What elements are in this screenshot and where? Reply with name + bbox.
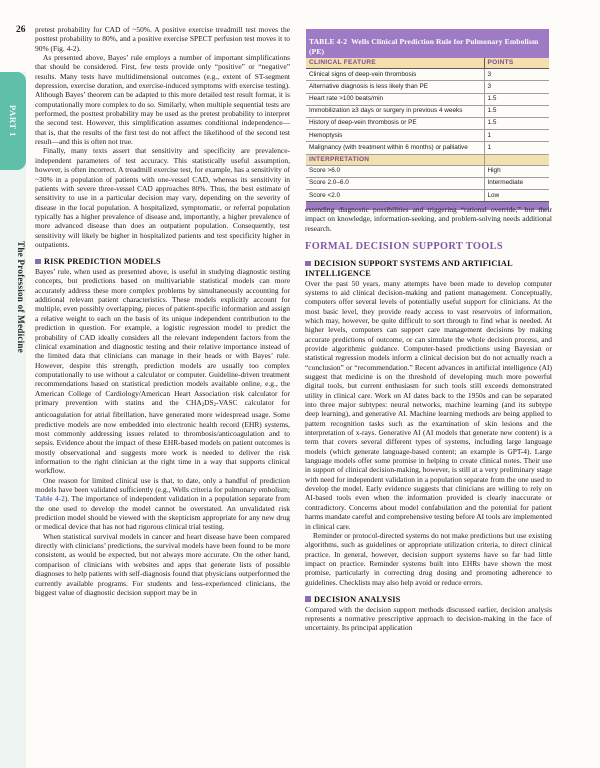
column-header-points: POINTS bbox=[484, 58, 549, 69]
column-header-clinical-feature: CLINICAL FEATURE bbox=[306, 58, 484, 69]
cell-feature: Hemoptysis bbox=[306, 130, 484, 142]
paragraph-text-a: Bayes’ rule, when used as presented above, is useful in studying diagnostic testing concepts, but predictions based on multivariable statistical models can more accurately address these more complex problems by simultaneously accounting for additional relevant patient characteristics. These models explicitly account for multiple, even possibly overlapping, pieces of patient-specific information and assign a relative weight to each on the basis of its unique independent contribution to the prediction in question. For example, a logistic regression model to predict the probability of CAD ideally considers all the relevant independent factors from the clinical examination and diagnostic testing and their relative importance instead of the limited data that clinicians can manage in their heads or with Bayes’ rule. However, despite this strength, prediction models are usually too complex computationally to use without a calculator or computer. Guideline-driven treatment recommendations based on statistical prediction models available online, e.g., the American College of Cardiology/American Heart Association risk calculator for primary prevention with statins and the CHA bbox=[35, 267, 290, 407]
table-row bbox=[306, 93, 549, 105]
subscript: 2 bbox=[213, 402, 217, 408]
table-interpretation-header-row bbox=[306, 154, 549, 165]
cell-points: 1.5 bbox=[484, 118, 549, 130]
table-row bbox=[306, 118, 549, 130]
paragraph-text-b: ). The importance of independent validation in a population separate from the one used to develop the model cannot be overstated. An unvalidated risk prediction model should be viewed with the skepticism appropriate for any new drug or medical device that has not had rigorous clinical trial testing. bbox=[35, 494, 290, 532]
cell-points: 3 bbox=[484, 69, 549, 81]
paragraph-text-a: One reason for limited clinical use is that, to date, only a handful of prediction models have been validated sufficiently (e.g., Wells criteria for pulmonary embolism; bbox=[35, 475, 290, 495]
table-number: TABLE 4-2 bbox=[309, 37, 348, 47]
square-bullet-icon bbox=[305, 596, 311, 602]
table-top-rule bbox=[306, 29, 549, 36]
cell-score: Score <2.0 bbox=[306, 190, 484, 202]
cell-score: Score 2.0–6.0 bbox=[306, 177, 484, 189]
heading-formal-decision-support-tools: FORMAL DECISION SUPPORT TOOLS bbox=[305, 241, 504, 253]
part-title: The Profession of Medicine bbox=[16, 241, 26, 353]
subscript: 2 bbox=[201, 402, 205, 408]
table-row bbox=[306, 81, 549, 93]
cell-risk: Intermediate bbox=[484, 177, 549, 189]
heading-decision-support-systems-and-ai bbox=[305, 259, 552, 278]
table-row bbox=[306, 190, 549, 202]
cell-points: 1.5 bbox=[484, 93, 549, 105]
table-row bbox=[306, 105, 549, 117]
table-row bbox=[306, 130, 549, 142]
paragraph bbox=[35, 267, 290, 476]
paragraph: As presented above, Bayes’ rule employs a number of important simplifications that should be considered. First, few tests provide only “positive” or “negative” results. Many tests have multidimensional outcomes (e.g., extent of ST-segment depression, exercise duration, and exercise-induced symptoms with exercise testing). Although Bayes’ theorem can be adapted to this more detailed test result format, it is computationally more complex to do so. Similarly, when multiple sequential tests are performed, the posttest probability may be used as the pretest probability to interpret the second test. However, this simplification assumes conditional independence—that is, that the results of the first test do not affect the likelihood of the second test result—and this is often not true. bbox=[35, 53, 290, 147]
interpretation-label: INTERPRETATION bbox=[306, 154, 484, 165]
heading-label: RISK PREDICTION MODELS bbox=[44, 257, 161, 267]
table-title: Wells Clinical Prediction Rule for Pulmonary Embolism (PE) bbox=[309, 37, 539, 56]
paragraph: pretest probability for CAD of ~50%. A positive exercise treadmill test moves the posttest probability to 80%, and a positive exercise SPECT perfusion test moves it to 90% (Fig. 4-2). bbox=[35, 25, 290, 53]
table-column-header-row bbox=[306, 58, 549, 69]
right-column bbox=[305, 205, 552, 633]
cell-points: 1.5 bbox=[484, 105, 549, 117]
cell-points: 1 bbox=[484, 130, 549, 142]
paragraph bbox=[35, 476, 290, 532]
left-column bbox=[35, 25, 290, 597]
paragraph-text-c: -VASC calculator for anticoagulation for atrial fibrillation, have generated more widespread usage. Some predictive models are now embedded into electronic health record (EHR) systems, most commonly addressing issues related to thrombosis/anticoagulation and to sepsis. Evidence about the impact of these EHR-based models on patient outcomes is mostly observational and suggests more work is needed to deliver the risk information to the right clinician at the right time in a way that supports clinical workflow. bbox=[35, 397, 290, 476]
cell-feature: Immobilization ≥3 days or surgery in previous 4 weeks bbox=[306, 105, 484, 117]
cell-feature: Malignancy (with treatment within 6 months) or palliative bbox=[306, 142, 484, 154]
table-row bbox=[306, 69, 549, 81]
cell-points: 1 bbox=[484, 142, 549, 154]
cell-risk: High bbox=[484, 165, 549, 177]
table-row bbox=[306, 142, 549, 154]
cell-points: 3 bbox=[484, 81, 549, 93]
square-bullet-icon bbox=[35, 259, 41, 265]
paragraph: extending diagnostic possibilities and triggering “rational override,” but their impact on knowledge, information-seeking, and problem-solving needs additional research. bbox=[305, 205, 552, 233]
interpretation-blank bbox=[484, 154, 549, 165]
cell-score: Score >6.0 bbox=[306, 165, 484, 177]
table-row bbox=[306, 177, 549, 189]
heading-risk-prediction-models bbox=[35, 257, 290, 266]
part-label: PART 1 bbox=[8, 104, 18, 138]
heading-decision-analysis bbox=[305, 595, 552, 604]
heading-label-line1: DECISION SUPPORT SYSTEMS AND ARTIFICIAL bbox=[314, 259, 513, 269]
cell-feature: Heart rate >100 beats/min bbox=[306, 93, 484, 105]
heading-label: DECISION ANALYSIS bbox=[314, 594, 401, 604]
page-number: 26 bbox=[16, 25, 26, 35]
cell-feature: Alternative diagnosis is less likely than PE bbox=[306, 81, 484, 93]
table-cross-reference-link[interactable]: Table 4-2 bbox=[35, 494, 65, 504]
cell-feature: Clinical signs of deep-vein thrombosis bbox=[306, 69, 484, 81]
paragraph: Reminder or protocol-directed systems do not make predictions but use existing algorithms, such as guidelines or appropriate utilization criteria, to direct clinical practice. In general, however, decision support systems have so far had little impact on practice. Reminder systems built into EHRs have shown the most promise, particularly in correcting drug dosing and promoting adherence to guidelines. Checklists may also help avoid or reduce errors. bbox=[305, 530, 552, 587]
cell-feature: History of deep-vein thrombosis or PE bbox=[306, 118, 484, 130]
heading-label-line2: INTELLIGENCE bbox=[305, 268, 371, 278]
paragraph: Over the past 50 years, many attempts have been made to develop computer systems to aid clinical decision-making and patient management. Conceptually, computers offer several levels of potentially useful support for clinicians. At the most basic level, they provide ready access to vast reservoirs of information, which may, however, be quite difficult to sort through to find what is needed. At higher levels, computers can support care management decisions by making accurate predictions of outcome, or can simulate the whole decision process, and provide algorithmic guidance. Computer-based predictions using Bayesian or statistical regression models inform a clinical decision but do not actually reach a “conclusion” or “recommendation.” Recent advances in artificial intelligence (AI) suggest that medicine is on the threshold of developing much more powerful digital tools, but current enthusiasm for such tools still exceeds demonstrated utility in clinical care. Work on AI dates back to the 1950s and can be separated into three major subtypes: neural networks, machine learning (and its subtype deep learning), and generative AI. Machine learning methods are being applied to pattern recognition tasks such as the examination of skin lesions and the interpretation of x-rays. Generative AI (AI models that generate new content) is a term that covers several different types of systems, including large language models (which generate language-based content; an example is GPT-4). Large language models offer some promise in helping to create clinical notes. Their use in support of clinical decision-making, however, is still at a very preliminary stage with need for independent validation in a population separate from the one used to develop the model. Early evidence suggests that clinicians are willing to rely on AI-based tools even when the information provided is clearly inaccurate or contradictory. Concerns about model confabulation and the potential for patient harms mandate careful and comprehensive testing before AI tools are implemented in clinical care. bbox=[305, 278, 552, 531]
table-row bbox=[306, 165, 549, 177]
table-4-2 bbox=[306, 29, 549, 210]
paragraph: Compared with the decision support methods discussed earlier, decision analysis represents a normative prescriptive approach to decision-making in the face of uncertainty. Its principal application bbox=[305, 604, 552, 633]
paragraph: When statistical survival models in cancer and heart disease have been compared directly with clinicians’ predictions, the survival models have been found to be more consistent, as would be expected, but not always more accurate. On the other hand, comparison of clinicians with websites and apps that generate lists of possible diagnoses to help patients with self-diagnosis found that physicians outperformed the currently available programs. For students and less-experienced clinicians, the biggest value of diagnostic decision support may be in bbox=[35, 531, 290, 597]
paragraph: Finally, many texts assert that sensitivity and specificity are prevalence-independent parameters of test accuracy. This statistically useful assumption, however, is often incorrect. A treadmill exercise test, for example, has a sensitivity of ~30% in a population of patients with one-vessel CAD, whereas its sensitivity in patients with severe three-vessel CAD approaches 80%. Thus, the best estimate of sensitivity to use in a particular decision may vary, depending on the severity of disease in the local population. A hospitalized, symptomatic, or referral population typically has a higher prevalence of disease and, importantly, a higher prevalence of more advanced disease than does an outpatient population. Consequently, test sensitivity will likely be higher in hospitalized patients and test specificity higher in outpatients. bbox=[35, 146, 290, 249]
table-title-row bbox=[306, 36, 549, 58]
square-bullet-icon bbox=[305, 261, 311, 267]
paragraph-text-b: DS bbox=[204, 397, 214, 407]
cell-risk: Low bbox=[484, 190, 549, 202]
